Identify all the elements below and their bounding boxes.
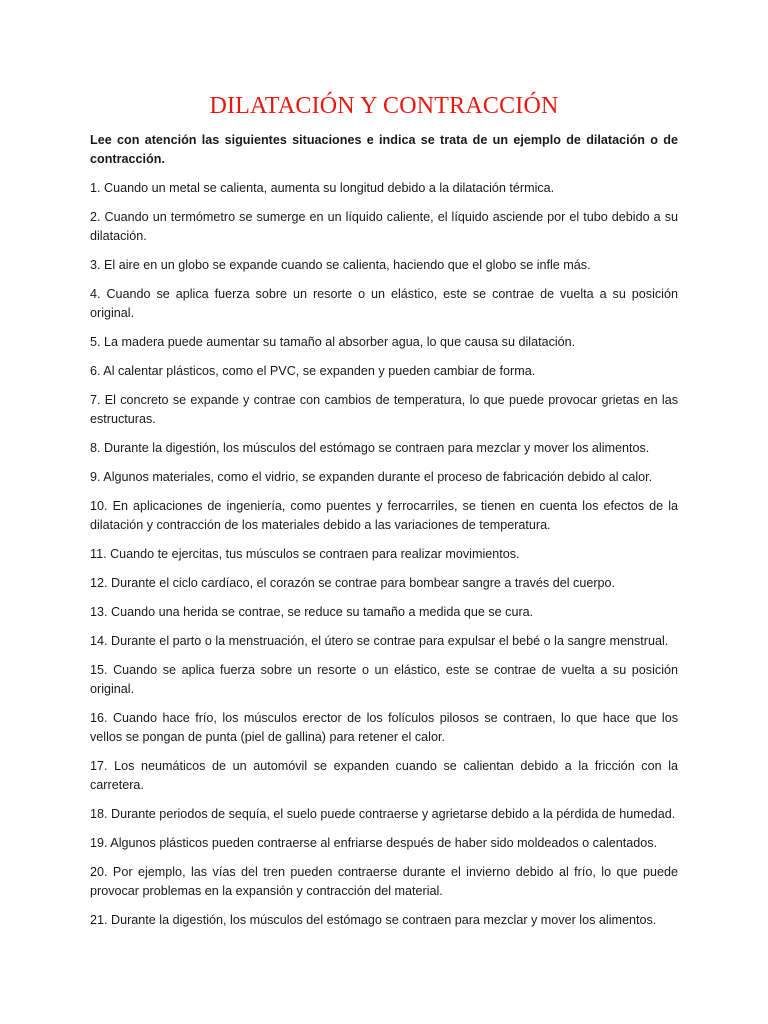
list-item: 11. Cuando te ejercitas, tus músculos se contraen para realizar movimientos.	[90, 547, 520, 561]
list-item: 1. Cuando un metal se calienta, aumenta su longitud debido a la dilatación térmica.	[90, 181, 555, 195]
list-item: 7. El concreto se expande y contrae con cambios de temperatura, lo que puede provocar grietas en las estructuras.	[90, 393, 678, 426]
list-item: 20. Por ejemplo, las vías del tren pueden contraerse durante el invierno debido al frío, lo que puede provocar problemas en la expansión y contracción del material.	[90, 865, 678, 898]
list-item: 5. La madera puede aumentar su tamaño al absorber agua, lo que causa su dilatación.	[90, 335, 576, 349]
document-body	[90, 131, 678, 940]
list-item: 10. En aplicaciones de ingeniería, como puentes y ferrocarriles, se tienen en cuenta los efectos de la dilatación y contracción de los materiales debido a las variaciones de temperatura.	[90, 499, 678, 532]
list-item: 6. Al calentar plásticos, como el PVC, se expanden y pueden cambiar de forma.	[90, 364, 536, 378]
instructions-paragraph: Lee con atención las siguientes situaciones e indica se trata de un ejemplo de dilatación o de contracción.	[90, 133, 678, 166]
list-item: 15. Cuando se aplica fuerza sobre un resorte o un elástico, este se contrae de vuelta a su posición original.	[90, 663, 678, 696]
list-item: 8. Durante la digestión, los músculos del estómago se contraen para mezclar y mover los alimentos.	[90, 441, 650, 455]
document-title: DILATACIÓN Y CONTRACCIÓN	[209, 93, 559, 119]
list-item: 9. Algunos materiales, como el vidrio, se expanden durante el proceso de fabricación debido al calor.	[90, 470, 653, 484]
list-item: 12. Durante el ciclo cardíaco, el corazón se contrae para bombear sangre a través del cuerpo.	[90, 576, 616, 590]
list-item: 17. Los neumáticos de un automóvil se expanden cuando se calientan debido a la fricción con la carretera.	[90, 759, 678, 792]
list-item: 16. Cuando hace frío, los músculos erector de los folículos pilosos se contraen, lo que hace que los vellos se pongan de punta (piel de gallina) para retener el calor.	[90, 711, 678, 744]
list-item: 4. Cuando se aplica fuerza sobre un resorte o un elástico, este se contrae de vuelta a su posición original.	[90, 287, 678, 320]
list-item: 18. Durante periodos de sequía, el suelo puede contraerse y agrietarse debido a la pérdida de humedad.	[90, 807, 676, 821]
list-item: 3. El aire en un globo se expande cuando se calienta, haciendo que el globo se infle más.	[90, 258, 591, 272]
list-item: 19. Algunos plásticos pueden contraerse al enfriarse después de haber sido moldeados o calentados.	[90, 836, 658, 850]
list-item: 14. Durante el parto o la menstruación, el útero se contrae para expulsar el bebé o la sangre menstrual.	[90, 634, 669, 648]
list-item: 21. Durante la digestión, los músculos del estómago se contraen para mezclar y mover los alimentos.	[90, 913, 657, 927]
list-item: 13. Cuando una herida se contrae, se reduce su tamaño a medida que se cura.	[90, 605, 534, 619]
list-item: 2. Cuando un termómetro se sumerge en un líquido caliente, el líquido asciende por el tubo debido a su dilatación.	[90, 210, 678, 243]
